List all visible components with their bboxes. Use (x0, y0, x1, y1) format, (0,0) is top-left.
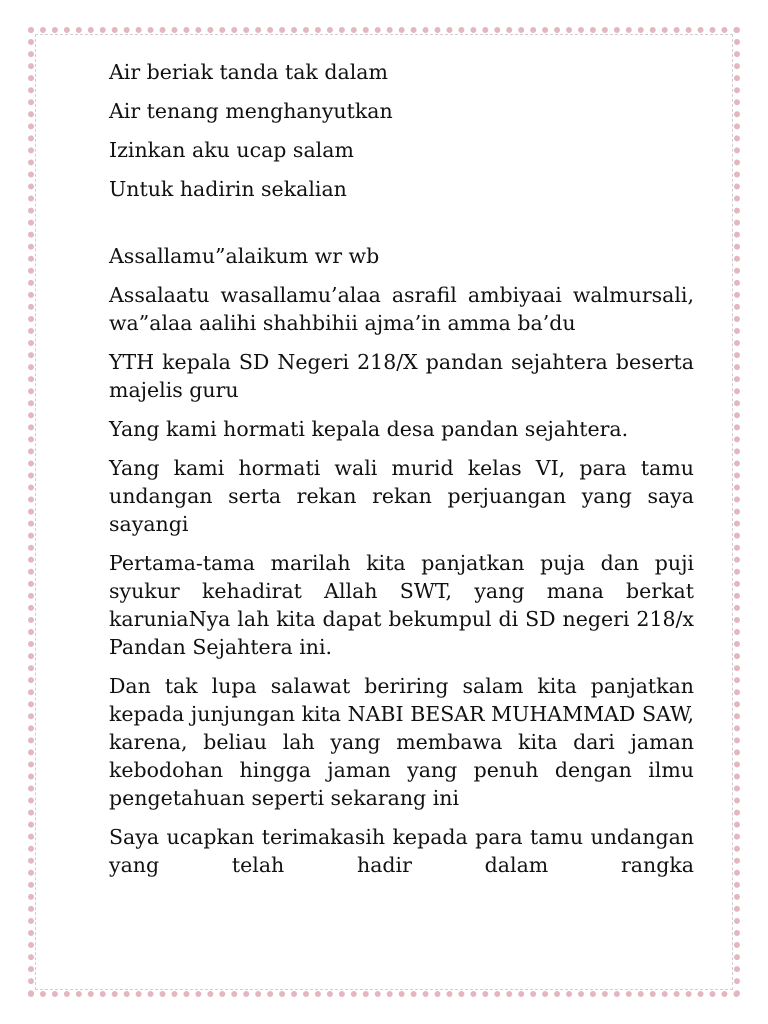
paragraph-village-head: Yang kami hormati kepala desa pandan sejahtera. (109, 417, 629, 441)
verse-line-3: Izinkan aku ucap salam (109, 138, 354, 162)
verse-line-4: Untuk hadirin sekalian (109, 177, 347, 201)
spacer (109, 214, 694, 242)
verse-line-2: Air tenang menghanyutkan (109, 99, 393, 123)
paragraph-parents-guests: Yang kami hormati wali murid kelas VI, para tamu undangan serta rekan rekan perjuangan yang saya sayangi (109, 456, 694, 536)
paragraph-salawat-opening: Assalaatu wasallamu’alaa asrafil ambiyaai walmursali, wa”alaa aalihi shahbihii ajma’in amma ba’du (109, 283, 694, 335)
verse-line-1: Air beriak tanda tak dalam (109, 60, 388, 84)
paragraph-gratitude: Pertama-tama marilah kita panjatkan puja dan puji syukur kehadirat Allah SWT, yang mana berkat karuniaNya lah kita dapat bekumpul di SD negeri 218/x Pandan Sejahtera ini. (109, 551, 694, 659)
document-body (109, 58, 694, 890)
paragraph-salawat-prophet: Dan tak lupa salawat beriring salam kita panjatkan kepada junjungan kita NABI BESAR MUHAMMAD SAW, karena, beliau lah yang membawa kita dari jaman kebodohan hingga jaman yang penuh dengan ilmu pengetahuan seperti sekarang ini (109, 674, 694, 810)
greeting: Assallamu”alaikum wr wb (109, 244, 380, 268)
paragraph-thanks: Saya ucapkan terimakasih kepada para tamu undangan yang telah hadir dalam rangka (109, 825, 694, 877)
paragraph-principal: YTH kepala SD Negeri 218/X pandan sejahtera beserta majelis guru (109, 350, 694, 402)
